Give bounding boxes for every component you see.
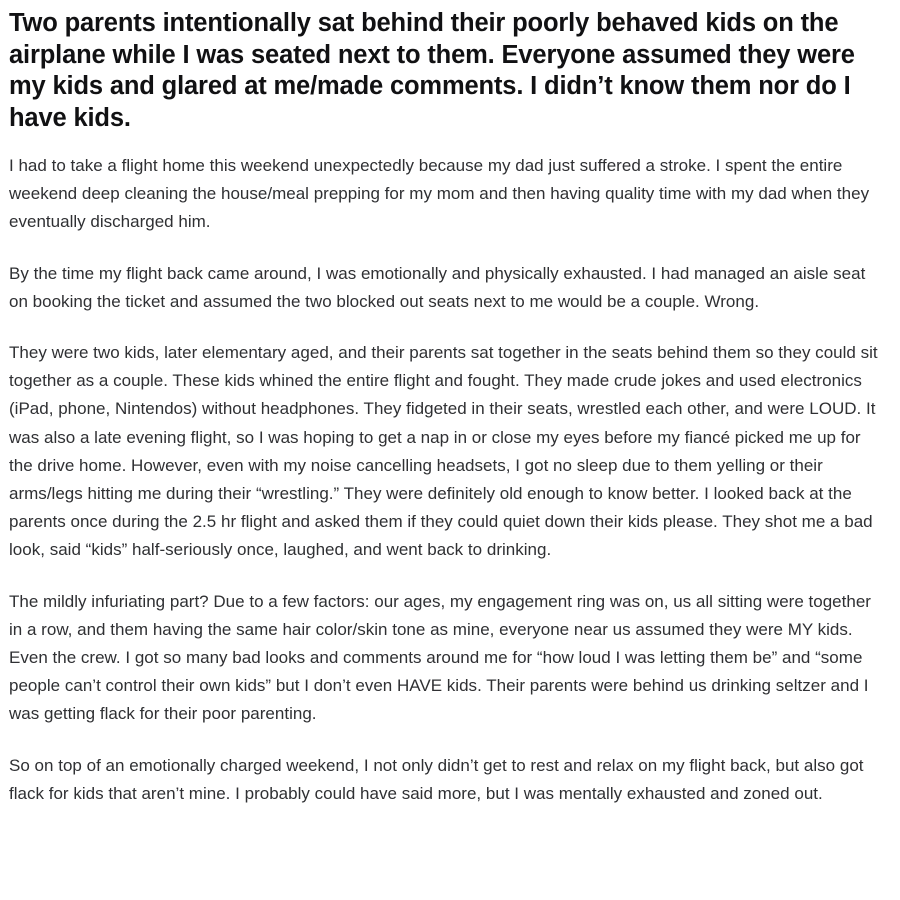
- post-paragraph-2: By the time my flight back came around, I was emotionally and physically exhausted. I had managed an aisle seat on booking the ticket and assumed the two blocked out seats next to me would be a couple. Wrong.: [9, 263, 866, 311]
- post-paragraph-3: They were two kids, later elementary aged, and their parents sat together in the seats behind them so they could sit together as a couple. These kids whined the entire flight and fought. They made crude jokes and used electronics (iPad, phone, Nintendos) without headphones. They fidgeted in their seats, wrestled each other, and were LOUD. It was also a late evening flight, so I was hoping to get a nap in or close my eyes before my fiancé picked me up for the drive home. However, even with my noise cancelling headsets, I got no sleep due to them yelling or their arms/legs hitting me during their “wrestling.” They were definitely old enough to know better. I looked back at the parents once during the 2.5 hr flight and asked them if they could quiet down their kids please. They shot me a bad look, said “kids” half-seriously once, laughed, and went back to drinking.: [9, 343, 878, 560]
- post-paragraph-4: The mildly infuriating part? Due to a few factors: our ages, my engagement ring was on, us all sitting were together in a row, and them having the same hair color/skin tone as mine, everyone near us assumed they were MY kids. Even the crew. I got so many bad looks and comments around me for “how loud I was letting them be” and “some people can’t control their own kids” but I don’t even HAVE kids. Their parents were behind us drinking seltzer and I was getting flack for their poor parenting.: [9, 591, 871, 724]
- post-paragraph-1: I had to take a flight home this weekend unexpectedly because my dad just suffered a stroke. I spent the entire weekend deep cleaning the house/meal prepping for my mom and then having quality time with my dad when they eventually discharged him.: [9, 156, 870, 232]
- post-paragraph-5: So on top of an emotionally charged weekend, I not only didn’t get to rest and relax on my flight back, but also got flack for kids that aren’t mine. I probably could have said more, but I was mentally exhausted and zoned out.: [9, 755, 864, 803]
- post-title: Two parents intentionally sat behind their poorly behaved kids on the airplane while I was seated next to them. Everyone assumed they were my kids and glared at me/made comments. I didn’t know them nor do I have kids.: [9, 9, 855, 132]
- post-body: [9, 152, 885, 808]
